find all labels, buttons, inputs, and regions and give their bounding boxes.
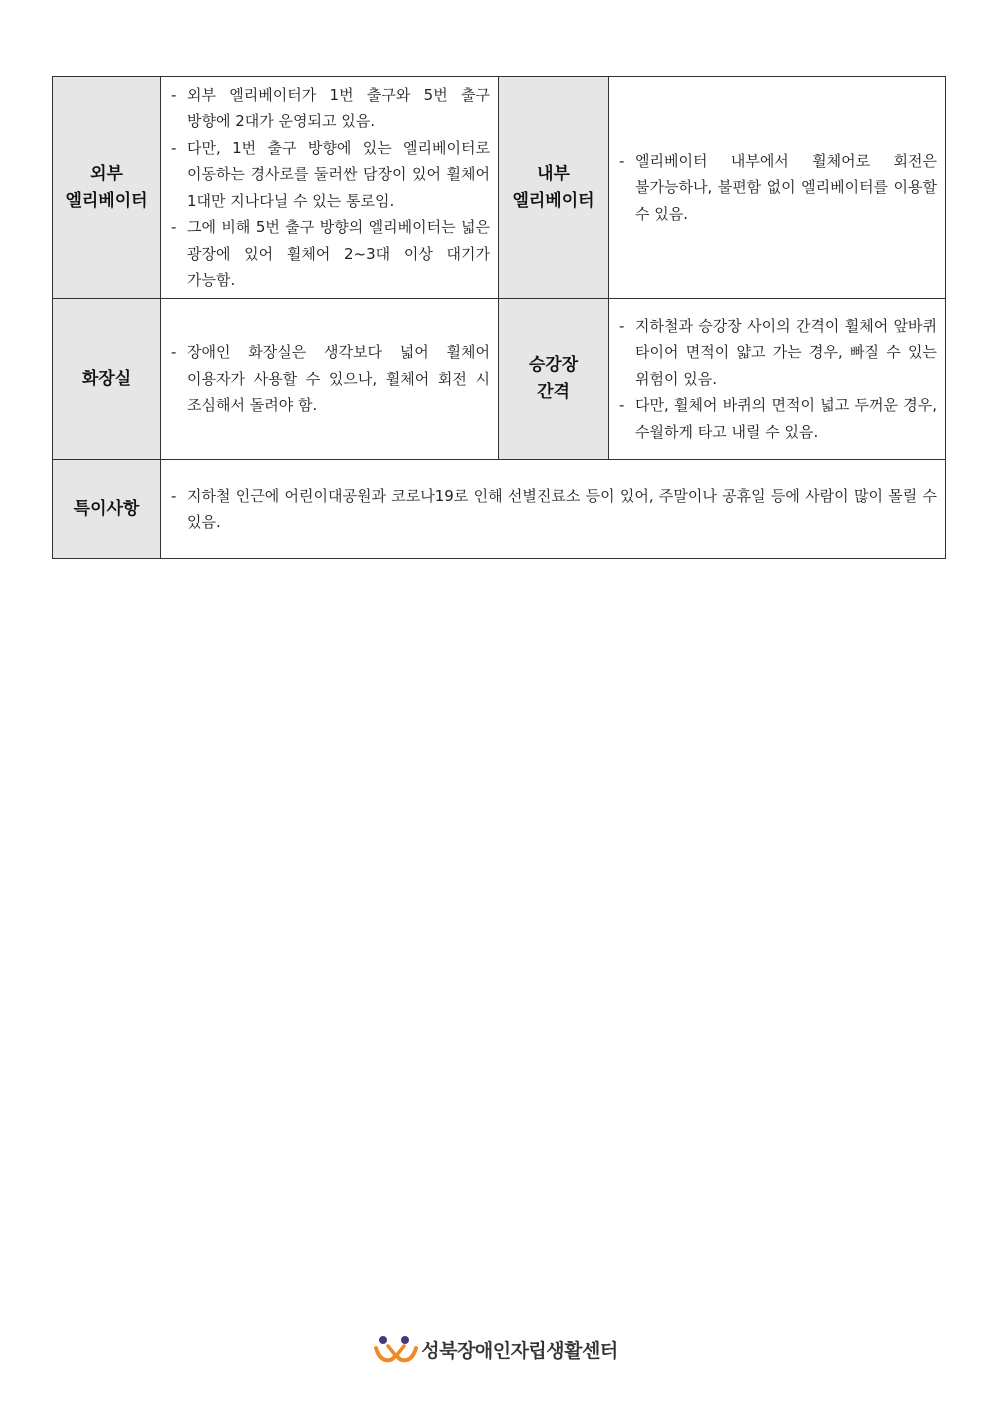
bullet-list — [169, 82, 490, 294]
bullet-list — [169, 483, 937, 536]
header-restroom: 화장실 — [53, 299, 161, 460]
list-item: - 다만, 휠체어 바퀴의 면적이 넓고 두꺼운 경우, 수월하게 타고 내릴 수 있음. — [617, 392, 937, 445]
list-item: - 지하철 인근에 어린이대공원과 코로나19로 인해 선별진료소 등이 있어, 주말이나 공휴일 등에 사람이 많이 몰릴 수 있음. — [169, 483, 937, 536]
list-item: - 엘리베이터 내부에서 휠체어로 회전은 불가능하나, 불편함 없이 엘리베이터를 이용할 수 있음. — [617, 148, 937, 228]
cell-outer-elevator — [161, 77, 499, 299]
table-row — [53, 460, 946, 559]
cell-platform-gap — [609, 299, 946, 460]
bullet-list — [169, 339, 490, 419]
list-item: - 지하철과 승강장 사이의 간격이 휠체어 앞바퀴 타이어 면적이 얇고 가는 경우, 빠질 수 있는 위험이 있음. — [617, 313, 937, 393]
header-platform-gap: 승강장 간격 — [499, 299, 609, 460]
cell-notes — [161, 460, 946, 559]
header-inner-elevator: 내부 엘리베이터 — [499, 77, 609, 299]
header-outer-elevator: 외부 엘리베이터 — [53, 77, 161, 299]
footer — [0, 1334, 992, 1364]
organization-name: 성북장애인자립생활센터 — [421, 1339, 618, 1362]
list-item: - 외부 엘리베이터가 1번 출구와 5번 출구 방향에 2대가 운영되고 있음. — [169, 82, 490, 135]
cell-inner-elevator — [609, 77, 946, 299]
list-item: - 장애인 화장실은 생각보다 넓어 휠체어 이용자가 사용할 수 있으나, 휠체어 회전 시 조심해서 돌려야 함. — [169, 339, 490, 419]
cell-restroom — [161, 299, 499, 460]
info-table — [52, 76, 946, 559]
header-notes: 특이사항 — [53, 460, 161, 559]
bullet-list — [617, 148, 937, 228]
list-item: - 그에 비해 5번 출구 방향의 엘리베이터는 넓은 광장에 있어 휠체어 2~3대 이상 대기가 가능함. — [169, 214, 490, 294]
table-row — [53, 299, 946, 460]
list-item: - 다만, 1번 출구 방향에 있는 엘리베이터로 이동하는 경사로를 둘러싼 담장이 있어 휠체어 1대만 지나다닐 수 있는 통로임. — [169, 135, 490, 215]
bullet-list — [617, 313, 937, 446]
table-row — [53, 77, 946, 299]
people-logo-icon — [374, 1334, 418, 1364]
